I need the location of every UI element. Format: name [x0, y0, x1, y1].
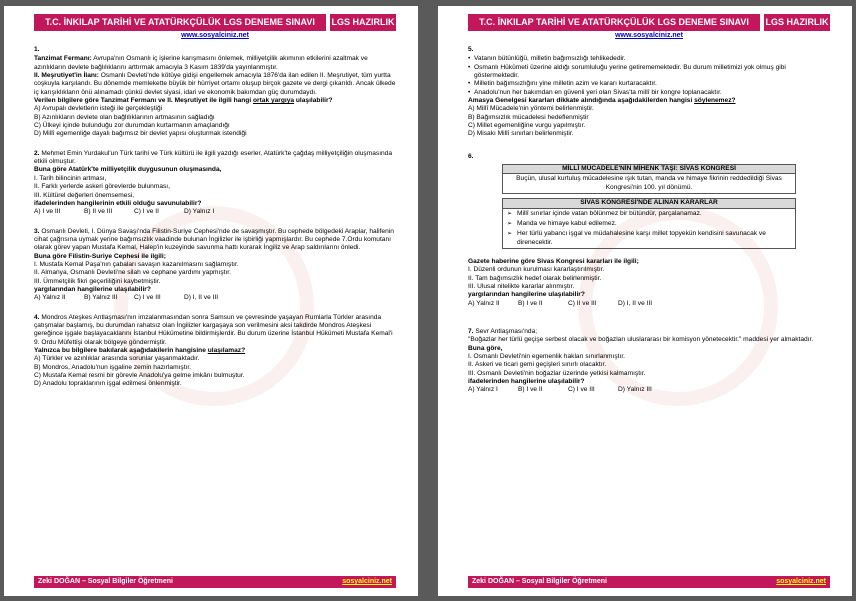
answer-option[interactable]: B) II ve III — [84, 208, 113, 216]
answer-option[interactable]: D) Yalnız III — [618, 386, 652, 394]
statement-item: III. Ümmetçilik fikri geçerliliğini kaybetmiştir. — [34, 277, 161, 285]
answer-option[interactable]: C) Ülkeyi içinde bulunduğu zor durumdan kurtarmanın amaçlandığı — [34, 122, 230, 130]
footer-site-link[interactable]: sosyalciniz.net — [776, 578, 826, 585]
content-right — [468, 46, 830, 406]
decision-item: ➢ Her türlü yabancı işgal ve müdahalesine karşı millet topyekün kendisini savunacak ve direnecektir. — [503, 229, 795, 248]
question-text: 2. Mehmet Emin Yurdakul'un Türk tarihi ve Türk kültürü ile ilgili yazdığı eserler, Atatürk'te çağdaş milliyetçiliğin oluşmasında etkili olmuştur. — [34, 149, 393, 166]
footer-author: Zeki DOĞAN – Sosyal Bilgiler Öğretmeni — [38, 578, 173, 585]
answer-option[interactable]: D) Yalnız I — [184, 208, 215, 216]
statement-item: I. Osmanlı Devleti'nin egemenlik hakları sınırlanmıştır. — [468, 352, 626, 360]
question-text: 4. Mondros Ateşkes Antlaşması'nın imzalanmasından sonra Samsun ve çevresinde yaşayan Rumlarla Türkler arasında çatışmalar başlamış, bu durumdan rahatsız olan İngilizler kargaşaya son verilmesini aksi takdirde Mondros Ateşkesi gereğince işgale başlayacaklarını İstanbul Hükümetine bildirmişlerdir. Bu durum üzerine İstanbul Hükümeti Mustafa Kemal'i 9. Ordu Müfettişi olarak bölgeye göndermiştir. — [34, 313, 393, 346]
question-text: Tanzimat Fermanı: Avrupa'nın Osmanlı iç işlerine karışmasını önlemek, milliyetçilik akımının etkilerini azaltmak ve azınlıkların devlete bağlılıklarını arttırmak amacıyla 3 Kasım 1839'da yayınlanmıştır. — [34, 55, 368, 71]
answer-option[interactable]: C) I ve III — [134, 294, 161, 302]
answer-option[interactable]: A) Yalnız II — [34, 294, 66, 302]
options-row — [468, 386, 830, 394]
header-badge: LGS HAZIRLIK — [330, 14, 396, 31]
answer-option[interactable]: A) Yalnız II — [468, 299, 500, 307]
question-5 — [468, 46, 830, 139]
question-text: II. Meşrutiyet'in İlanı: Osmanlı Devleti'nde kötüye gidişi engellemek amacıyla 1876'da ilan edilen II. Meşrutiyet, tüm yurtta coşkuyla karşılandı. Bu dönemde memlekette büyük bir hürriyet ortamı oluşup birçok gazete ve dergi çıkarıldı. Ancak ülkede iç karışıklıkların önü alınamadı çünkü devlet siyasi, idari ve ekonomik bakımdan güç durumdaydı. — [34, 72, 396, 96]
statement-item: III. Ulusal nitelikte kararlar alınmıştır. — [468, 282, 575, 290]
question-2 — [34, 150, 396, 217]
answer-option[interactable]: C) I ve III — [568, 386, 595, 394]
question-stem: Yalnızca bu bilgilere bakılarak aşağıdakilerin hangisine ulaşılamaz? — [34, 347, 246, 354]
header-badge: LGS HAZIRLIK — [764, 14, 830, 31]
options-row — [468, 300, 830, 308]
answer-option[interactable]: B) Bağımsızlık mücadelesi hedeflenmiştir — [468, 113, 589, 121]
statement-item: II. Askeri ve ticari gemi geçişleri sınırlı olacaktır. — [468, 361, 607, 369]
decisions-box-title: SİVAS KONGRESİ'NDE ALINAN KARARLAR — [503, 199, 795, 208]
question-number: 6. — [468, 152, 474, 160]
answer-option[interactable]: A) Türkler ve azınlıklar arasında sorunlar yaşanmaktadır. — [34, 355, 200, 363]
answer-option[interactable]: D) Millî egemenliğe dayalı bağımsız bir devlet yapısı oluşturmak istendiği — [34, 130, 247, 138]
question-stem: Amasya Genelgesi kararları dikkate alındığında aşağıdakilerden hangisi söylenemez? — [468, 97, 736, 105]
statement-item: III. Kültürel değerleri önemsemesi, — [34, 191, 135, 199]
decisions-box — [502, 198, 796, 249]
answer-option[interactable]: A) Millî Mücadele'nin yöntemi belirlenmiştir. — [468, 105, 594, 113]
statement-item: I. Mustafa Kemal Paşa'nın çabaları savaşın kazanılmasını sağlamıştır. — [34, 260, 239, 268]
news-box-title: MİLLÎ MÜCADELE'NİN MİHENK TAŞI: SİVAS KONGRESİ — [503, 165, 795, 174]
question-text: 3. Osmanlı Devleti, I. Dünya Savaşı'nda Filistin-Suriye Cephesi'nde de savaşmıştır. Bu cephede bölgedeki Araplar, halifenin cihat çağrısına uymak yerine bağımsızlık vaadinde bulunan İngilizler ile işbirliği yapmışlardır. Bu cephede 7.Ordu komutanı olarak görev yapan Mustafa Kemal, Halep'in kuzeyinde savunma hattı kurarak İngiliz ve Arap saldırılarını önledi. — [34, 227, 394, 252]
content-left — [34, 46, 396, 400]
question-text: 7. Sevr Antlaşması'nda; — [468, 327, 538, 335]
page-right — [438, 6, 852, 596]
footer-author: Zeki DOĞAN – Sosyal Bilgiler Öğretmeni — [472, 578, 607, 585]
question-3 — [34, 228, 396, 303]
statement-item: II. Farklı yerlerde askeri görevlerde bulunması, — [34, 183, 170, 191]
answer-option[interactable]: A) Yalnız I — [468, 386, 498, 394]
site-link[interactable]: www.sosyalciniz.net — [615, 32, 683, 39]
question-number: 1. — [34, 46, 40, 53]
answer-option[interactable]: C) I ve II — [134, 208, 159, 216]
footer-site-link[interactable]: sosyalciniz.net — [342, 578, 392, 585]
news-box — [502, 164, 796, 194]
header-title: T.C. İNKILAP TARİHİ VE ATATÜRKÇÜLÜK LGS DENEME SINAVI — [468, 14, 760, 31]
answer-option[interactable]: C) Millet egemenliğine vurgu yapılmıştır. — [468, 122, 586, 130]
statement-item: • Vatanın bütünlüğü, milletin bağımsızlığı tehlikededir. — [468, 55, 830, 63]
page-left — [4, 6, 418, 596]
header-title: T.C. İNKILAP TARİHİ VE ATATÜRKÇÜLÜK LGS DENEME SINAVI — [34, 14, 326, 31]
question-stem: Verilen bilgilere göre Tanzimat Fermanı ve II. Meşrutiyet ile ilgili hangi ortak yargıya ulaşılabilir? — [34, 97, 333, 105]
answer-option[interactable]: D) Anadolu topraklarının işgal edilmesi önlenmiştir. — [34, 380, 182, 388]
question-4 — [34, 314, 396, 389]
answer-option[interactable]: C) II ve III — [568, 299, 597, 307]
site-link[interactable]: www.sosyalciniz.net — [181, 32, 249, 39]
statement-item: • Anadolu'nun her bakımdan en güvenli yeri olan Sivas'ta millî bir kongre toplanacaktır. — [468, 89, 830, 97]
answer-option[interactable]: B) I ve II — [518, 299, 543, 307]
answer-option[interactable]: D) Misakı Millî sınırları belirlenmiştir. — [468, 130, 574, 138]
question-stem: Gazete haberine göre Sivas Kongresi kararları ile ilgili; — [468, 257, 639, 265]
options-row — [34, 208, 396, 216]
options-row — [34, 294, 396, 302]
statement-item: • Osmanlı Hükûmeti üzerine aldığı sorumluluğu yerine getirememektedir. Bu durum milletimizi yok olmuş gibi göstermektedir. — [468, 64, 830, 81]
answer-option[interactable]: C) Mustafa Kemal resmi bir görevle Anadolu'ya gelme imkânı bulmuştur. — [34, 372, 245, 380]
question-number: 5. — [468, 46, 474, 53]
question-6 — [468, 153, 830, 308]
question-stem: Buna göre Filistin-Suriye Cephesi ile ilgili; — [34, 252, 166, 260]
answer-option[interactable]: A) Avrupalı devletlerin isteği ile gerçekleştiği — [34, 105, 163, 113]
question-stem: ifadelerinden hangilerine ulaşılabilir? — [468, 378, 585, 385]
answer-option[interactable]: A) I ve III — [34, 208, 61, 216]
question-1 — [34, 46, 396, 139]
statement-item: II. Almanya, Osmanlı Devleti'ne silah ve cephane yardımı yapmıştır. — [34, 269, 231, 277]
statement-item: III. Osmanlı Devleti'nin boğazlar üzerinde yetkisi kalmamıştır. — [468, 369, 646, 377]
statement-item: I. Tarih bilincinin artması, — [34, 174, 107, 182]
statement-item: I. Düzenli ordunun kurulması kararlaştırılmıştır. — [468, 266, 605, 274]
answer-option[interactable]: B) Mondros, Anadolu'nun işgaline zemin hazırlamıştır. — [34, 363, 192, 371]
question-stem: yargılarından hangilerine ulaşılabilir? — [468, 291, 585, 299]
page-header — [468, 14, 830, 31]
news-box-body: Buçün, ulusal kurtuluş mücadelesine ışık tutan, manda ve himaye fikrinin reddedildiği Sivas Kongresi'nin 100. yıl dönümü. — [516, 175, 782, 191]
question-stem: Buna göre, — [468, 344, 503, 352]
page-footer — [34, 576, 396, 588]
decision-item: ➢ Millî sınırlar içinde vatan bölünmez bir bütündür, parçalanamaz. — [503, 209, 795, 219]
decision-item: ➢ Manda ve himaye kabul edilemez. — [503, 219, 795, 229]
statement-item: • Milletin bağımsızlığını yine milletin azim ve kararı kurtaracaktır. — [468, 80, 830, 88]
page-header — [34, 14, 396, 31]
question-stem: ifadelerinden hangilerinin etkili olduğu savunulabilir? — [34, 199, 202, 207]
answer-option[interactable]: B) Yalnız III — [84, 294, 118, 302]
question-stem: Buna göre Atatürk'te milliyetçilik duygusunun oluşmasında, — [34, 166, 222, 174]
question-stem: yargılarından hangilerine ulaşılabilir? — [34, 285, 151, 293]
question-7 — [468, 328, 830, 395]
answer-option[interactable]: D) I, II ve III — [184, 294, 219, 302]
statement-item: II. Tam bağımsızlık hedef olarak belirlenmiştir. — [468, 274, 602, 282]
question-quote: "Boğazlar her türlü geçişe serbest olacak ve boğazları uluslararası bir komisyon yönetecektir." maddesi yer almaktadır. — [468, 336, 814, 344]
page-footer — [468, 576, 830, 588]
answer-option[interactable]: D) I, II ve III — [618, 299, 653, 307]
answer-option[interactable]: B) Azınlıkların devlete olan bağlılıklarının artmasının sağladığı — [34, 113, 215, 121]
answer-option[interactable]: B) I ve II — [518, 386, 543, 394]
